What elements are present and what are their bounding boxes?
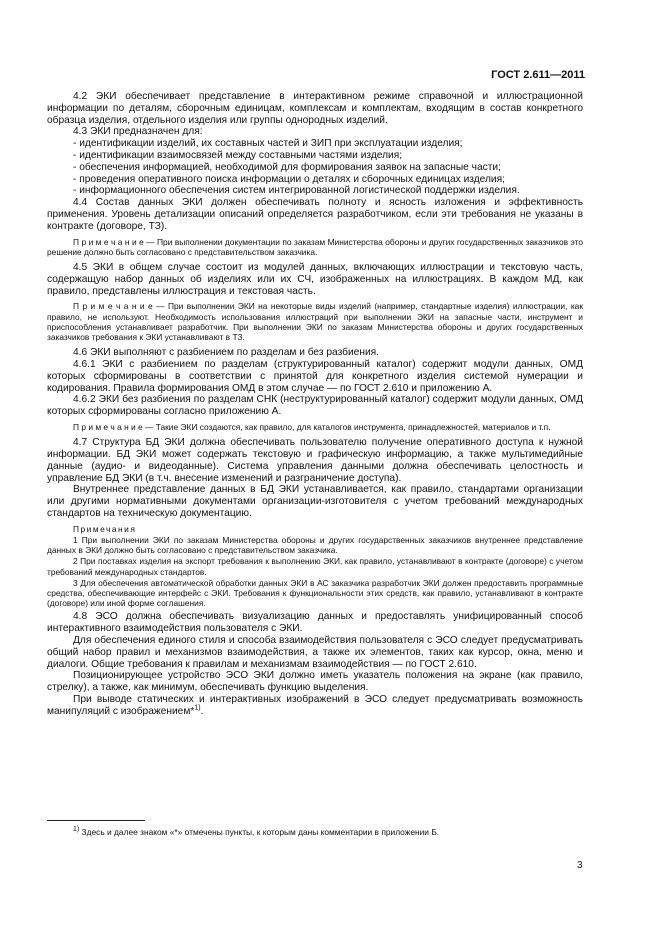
clause-4-4: 4.4 Состав данных ЭКИ должен обеспечивать полноту и ясность изложения и эффективность применения. Уровень детализации описаний определяется разработчиком, если эти требования не указаны в контракте (договоре, ТЗ). [47,197,583,232]
note-text: — При выполнении ЭКИ на некоторые виды изделий (например, стандартные изделия) иллюстрации, как правило, не используют. Необходимость использования иллюстраций при выполнении ЭКИ на запасные части, инструмент и приспособления устанавливает разработчик. При выполнении ЭКИ по заказам Министерства обороны и других государственных заказчиков требования к ЭКИ устанавливают в ТЗ. [47,301,583,342]
footnote [73,827,583,837]
note-3 [47,422,583,432]
footnote-ref: 1) [194,704,201,712]
clause-4-8: 4.8 ЭСО должна обеспечивать визуализацию данных и предоставлять унифицированный способ интерактивного взаимодействия пользователя с ЭКИ. [47,611,583,635]
footnote-text: Здесь и далее знаком «*» отмечены пункты, к которым даны комментарии в приложении Б. [79,827,440,837]
clause-4-6: 4.6 ЭКИ выполняют с разбиением по разделам и без разбиения. [73,347,380,359]
note-item: 3 Для обеспечения автоматической обработки данных ЭКИ в АС заказчика разработчик ЭКИ должен предоставить программные средства, обеспечивающие интерфейс с ЭКИ. Требования к функциональности этих средств, как правило, устанавливают в контракте (договоре) или иной форме соглашения. [47,577,583,609]
note-item: 1 При выполнении ЭКИ по заказам Министерства обороны и других государственных заказчиков внутреннее представление данных в ЭКИ должно быть согласовано с представительством заказчика. [47,534,583,556]
note-1 [47,237,583,257]
note-2 [47,301,583,342]
standard-designation: ГОСТ 2.611—2011 [491,69,585,81]
clause-end: . [200,705,204,717]
clause-4-8-paragraph: Для обеспечения единого стиля и способа взаимодействия пользователя с ЭСО следует предусматривать общий набор правил и механизмов взаимодействия, а также их элементов, таких как курсор, окна, меню и диалоги. Общие требования к правилам и механизмам взаимодействия — по ГОСТ 2.610. [47,634,583,670]
note-label: П р и м е ч а н и е [73,301,153,312]
notes-title: Примечания [73,523,137,534]
footnote-mark: 1) [73,826,80,834]
note-text: — Такие ЭКИ создаются, как правило, для каталогов инструмента, принадлежностей, материалов и т.п. [142,421,551,432]
clause-4-7-paragraph: Внутреннее представление данных в БД ЭКИ устанавливается, как правило, стандартами организации или другими нормативными документами организации-изготовителя с учетом требований международных стандартов на техническую документацию. [47,484,583,519]
note-label: П р и м е ч а н и е [73,236,144,247]
clause-4-3: 4.3 ЭКИ предназначен для: [73,126,203,138]
clause-4-5: 4.5 ЭКИ в общем случае состоит из модулей данных, включающих иллюстрации и текстовую часть, содержащую набор данных об изделиях или их СЧ, изображенных на иллюстрациях. В каждом МД, как правило, представлены иллюстрация и текстовая часть. [47,261,583,297]
clause-4-2: 4.2 ЭКИ обеспечивает представление в интерактивном режиме справочной и иллюстрационной информации по деталям, сборочным единицам, комплексам и комплектам, входящим в состав конкретного образца изделия, отдельного изделия или группы однородных изделий. [47,91,583,126]
clause-4-8-paragraph [47,694,583,718]
note-label: П р и м е ч а н и е [73,421,143,432]
list-item: - проведения оперативного поиска информации о деталях и сборочных единицах изделия; [73,173,505,185]
list-item: - информационного обеспечения систем интегрированной логистической поддержки изделия. [73,185,520,197]
list-item: - идентификации изделий, их составных частей и ЗИП при эксплуатации изделия; [73,138,463,150]
note-item: 2 При поставках изделия на экспорт требования к выполнению ЭКИ, как правило, устанавливают в контракте (договоре) с учетом требований международных стандартов. [47,556,583,577]
note-text: — При выполнении документации по заказам Министерства обороны и других государственных заказчиков это решение должно быть согласовано с представительством заказчика. [47,236,583,257]
clause-4-8-paragraph: Позиционирующее устройство ЭСО ЭКИ должно иметь указатель положения на экране (как правило, стрелку), а также, как минимум, обеспечивать функцию выделения. [47,670,583,694]
footnote-divider [47,820,145,821]
clause-4-7: 4.7 Структура БД ЭКИ должна обеспечивать пользователю получение оперативного доступа к нужной информации. БД ЭКИ может содержать текстовую и графическую информацию, а также мультимедийные данные (аудио- и видеоданные). Система управления данными должна обеспечивать целостность и управление БД ЭКИ (в т.ч. внесение изменений и разграничение доступа). [47,437,583,484]
clause-4-6-2: 4.6.2 ЭКИ без разбиения по разделам СНК (неструктурированный каталог) содержит модули данных, ОМД которых сформированы согласно приложению А. [47,394,583,418]
clause-text: При выводе статических и интерактивных изображений в ЭСО следует предусматривать возможность манипуляций с изображением* [47,693,583,717]
list-item: - идентификации взаимосвязей между составными частями изделия; [73,149,403,161]
page-number: 3 [577,860,583,871]
list-item: - обеспечения информацией, необходимой для формирования заявок на запасные части; [73,161,501,173]
document-body [47,91,583,718]
clause-4-6-1: 4.6.1 ЭКИ с разбиением по разделам (структурированный каталог) содержит модули данных, ОМД которых сформированы в соответствии с принятой для конкретного изделия системой нумерации и кодирования. Правила формирования ОМД в этом случае — по ГОСТ 2.610 и приложению А. [47,358,583,394]
